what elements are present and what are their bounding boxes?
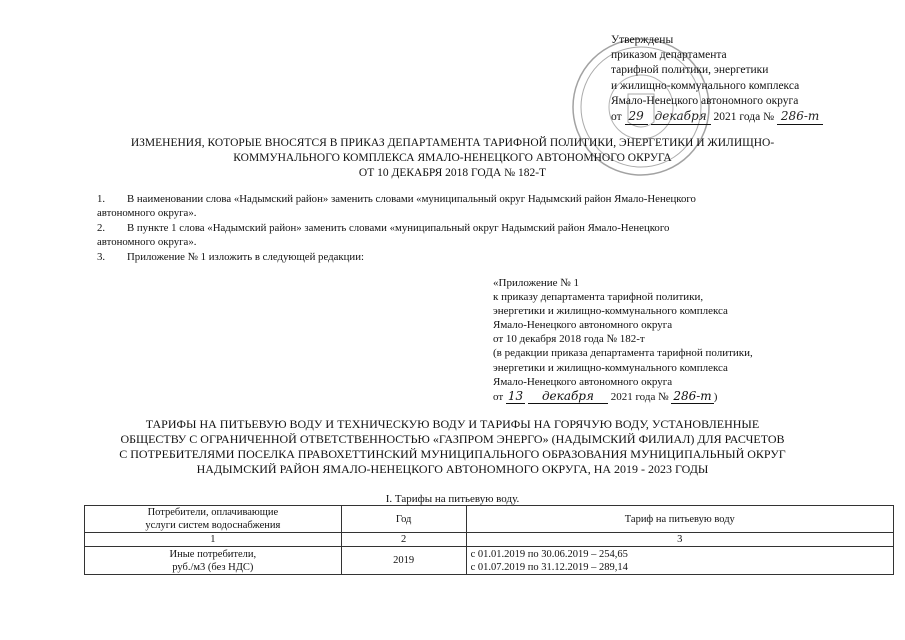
approval-line: Ямало-Ненецкого автономного округа <box>611 94 799 107</box>
approval-date-line <box>611 109 823 125</box>
header-consumers-line2: услуги систем водоснабжения <box>145 520 281 531</box>
appendix-line: (в редакции приказа департамента тарифной политики, <box>493 347 753 360</box>
approval-date-prefix: от <box>611 111 622 124</box>
tariff-title-line: ОБЩЕСТВУ С ОГРАНИЧЕННОЙ ОТВЕТСТВЕННОСТЬЮ «ГАЗПРОМ ЭНЕРГО» (НАДЫМСКИЙ ФИЛИАЛ) ДЛЯ РАСЧЕТОВ <box>120 432 785 446</box>
consumer-line2: руб./м3 (без НДС) <box>172 561 254 573</box>
item-text: В наименовании слова «Надымский район» заменить словами «муниципальный округ Надымский район Ямало-Ненецкого <box>127 193 696 205</box>
list-item <box>97 250 827 264</box>
tariff-line2: с 01.07.2019 по 31.12.2019 – 289,14 <box>470 561 628 573</box>
item-text: В пункте 1 слова «Надымский район» заменить словами «муниципальный округ Надымский район Ямало-Ненецкого <box>127 221 670 234</box>
table-index-row <box>85 533 894 547</box>
approval-line: и жилищно-коммунального комплекса <box>611 79 800 92</box>
appendix-month: декабря <box>528 389 608 404</box>
appendix-day: 13 <box>507 388 524 403</box>
index-cell: 3 <box>466 533 893 547</box>
header-tariff: Тариф на питьевую воду <box>466 506 893 533</box>
approval-number: 286-т <box>777 109 823 125</box>
tariff-title-line: С ПОТРЕБИТЕЛЯМИ ПОСЕЛКА ПРАВОХЕТТИНСКИЙ МУНИЦИПАЛЬНОГО ОБРАЗОВАНИЯ МУНИЦИПАЛЬНЫЙ ОКРУГ <box>119 447 786 461</box>
appendix-line: от 10 декабря 2018 года № 182-т <box>493 333 645 346</box>
consumer-cell <box>85 547 342 575</box>
appendix-line: Ямало-Ненецкого автономного округа <box>493 375 673 388</box>
appendix-line: «Приложение № 1 <box>493 277 580 289</box>
list-item <box>97 221 827 235</box>
tariff-title <box>0 417 905 477</box>
item-number: 3. <box>97 250 106 263</box>
header-consumers-line1: Потребители, оплачивающие <box>147 507 279 518</box>
item-text: Приложение № 1 изложить в следующей редакции: <box>127 250 364 263</box>
index-cell: 2 <box>341 533 466 547</box>
header-consumers <box>85 506 342 533</box>
table-header-row <box>85 506 894 533</box>
tariff-line1: с 01.01.2019 по 30.06.2019 – 254,65 <box>470 548 628 560</box>
approval-line: Утверждены <box>611 34 674 46</box>
tariff-table <box>84 505 894 575</box>
consumer-line1: Иные потребители, <box>169 548 257 560</box>
appendix-date-line <box>493 389 753 404</box>
appendix-line: энергетики и жилищно-коммунального комплекса <box>493 361 728 374</box>
index-cell: 1 <box>85 533 342 547</box>
title-line: ИЗМЕНЕНИЯ, КОТОРЫЕ ВНОСЯТСЯ В ПРИКАЗ ДЕПАРТАМЕНТА ТАРИФНОЙ ПОЛИТИКИ, ЭНЕРГЕТИКИ И ЖИЛИЩНО- <box>130 137 775 149</box>
appendix-date-prefix: от <box>493 390 504 403</box>
list-item <box>97 192 827 206</box>
tariff-title-line: НАДЫМСКИЙ РАЙОН ЯМАЛО-НЕНЕЦКОГО АВТОНОМНОГО ОКРУГА, НА 2019 - 2023 ГОДЫ <box>196 462 709 476</box>
appendix-block <box>493 276 753 404</box>
appendix-line: Ямало-Ненецкого автономного округа <box>493 319 673 332</box>
appendix-line: к приказу департамента тарифной политики, <box>493 291 704 304</box>
item-continuation: автономного округа». <box>97 207 197 220</box>
appendix-number: 286-т <box>673 388 712 403</box>
approval-year: 2021 года № <box>713 111 775 124</box>
approval-day: 29 <box>625 109 648 125</box>
table-row <box>85 547 894 575</box>
item-continuation: автономного округа». <box>97 236 197 249</box>
document-title <box>0 136 905 181</box>
tariff-title-line: ТАРИФЫ НА ПИТЬЕВУЮ ВОДУ И ТЕХНИЧЕСКУЮ ВОДУ И ТАРИФЫ НА ГОРЯЧУЮ ВОДУ, УСТАНОВЛЕННЫЕ <box>145 417 760 431</box>
approval-month: декабря <box>651 109 711 125</box>
header-year: Год <box>341 506 466 533</box>
year-cell: 2019 <box>341 547 466 575</box>
title-line: КОММУНАЛЬНОГО КОМПЛЕКСА ЯМАЛО-НЕНЕЦКОГО АВТОНОМНОГО ОКРУГА <box>233 152 672 164</box>
item-number: 2. <box>97 221 106 234</box>
appendix-close: ) <box>713 390 718 403</box>
appendix-year: 2021 года № <box>610 390 669 403</box>
appendix-line: энергетики и жилищно-коммунального комплекса <box>493 305 728 318</box>
item-number: 1. <box>97 193 106 205</box>
section-heading: I. Тарифы на питьевую воду. <box>385 493 520 505</box>
amendment-list <box>97 192 827 264</box>
title-line: ОТ 10 ДЕКАБРЯ 2018 ГОДА № 182-Т <box>358 167 547 179</box>
tariff-cell <box>466 547 893 575</box>
approval-block <box>611 33 823 125</box>
approval-line: приказом департамента <box>611 49 727 62</box>
approval-line: тарифной политики, энергетики <box>611 64 769 77</box>
